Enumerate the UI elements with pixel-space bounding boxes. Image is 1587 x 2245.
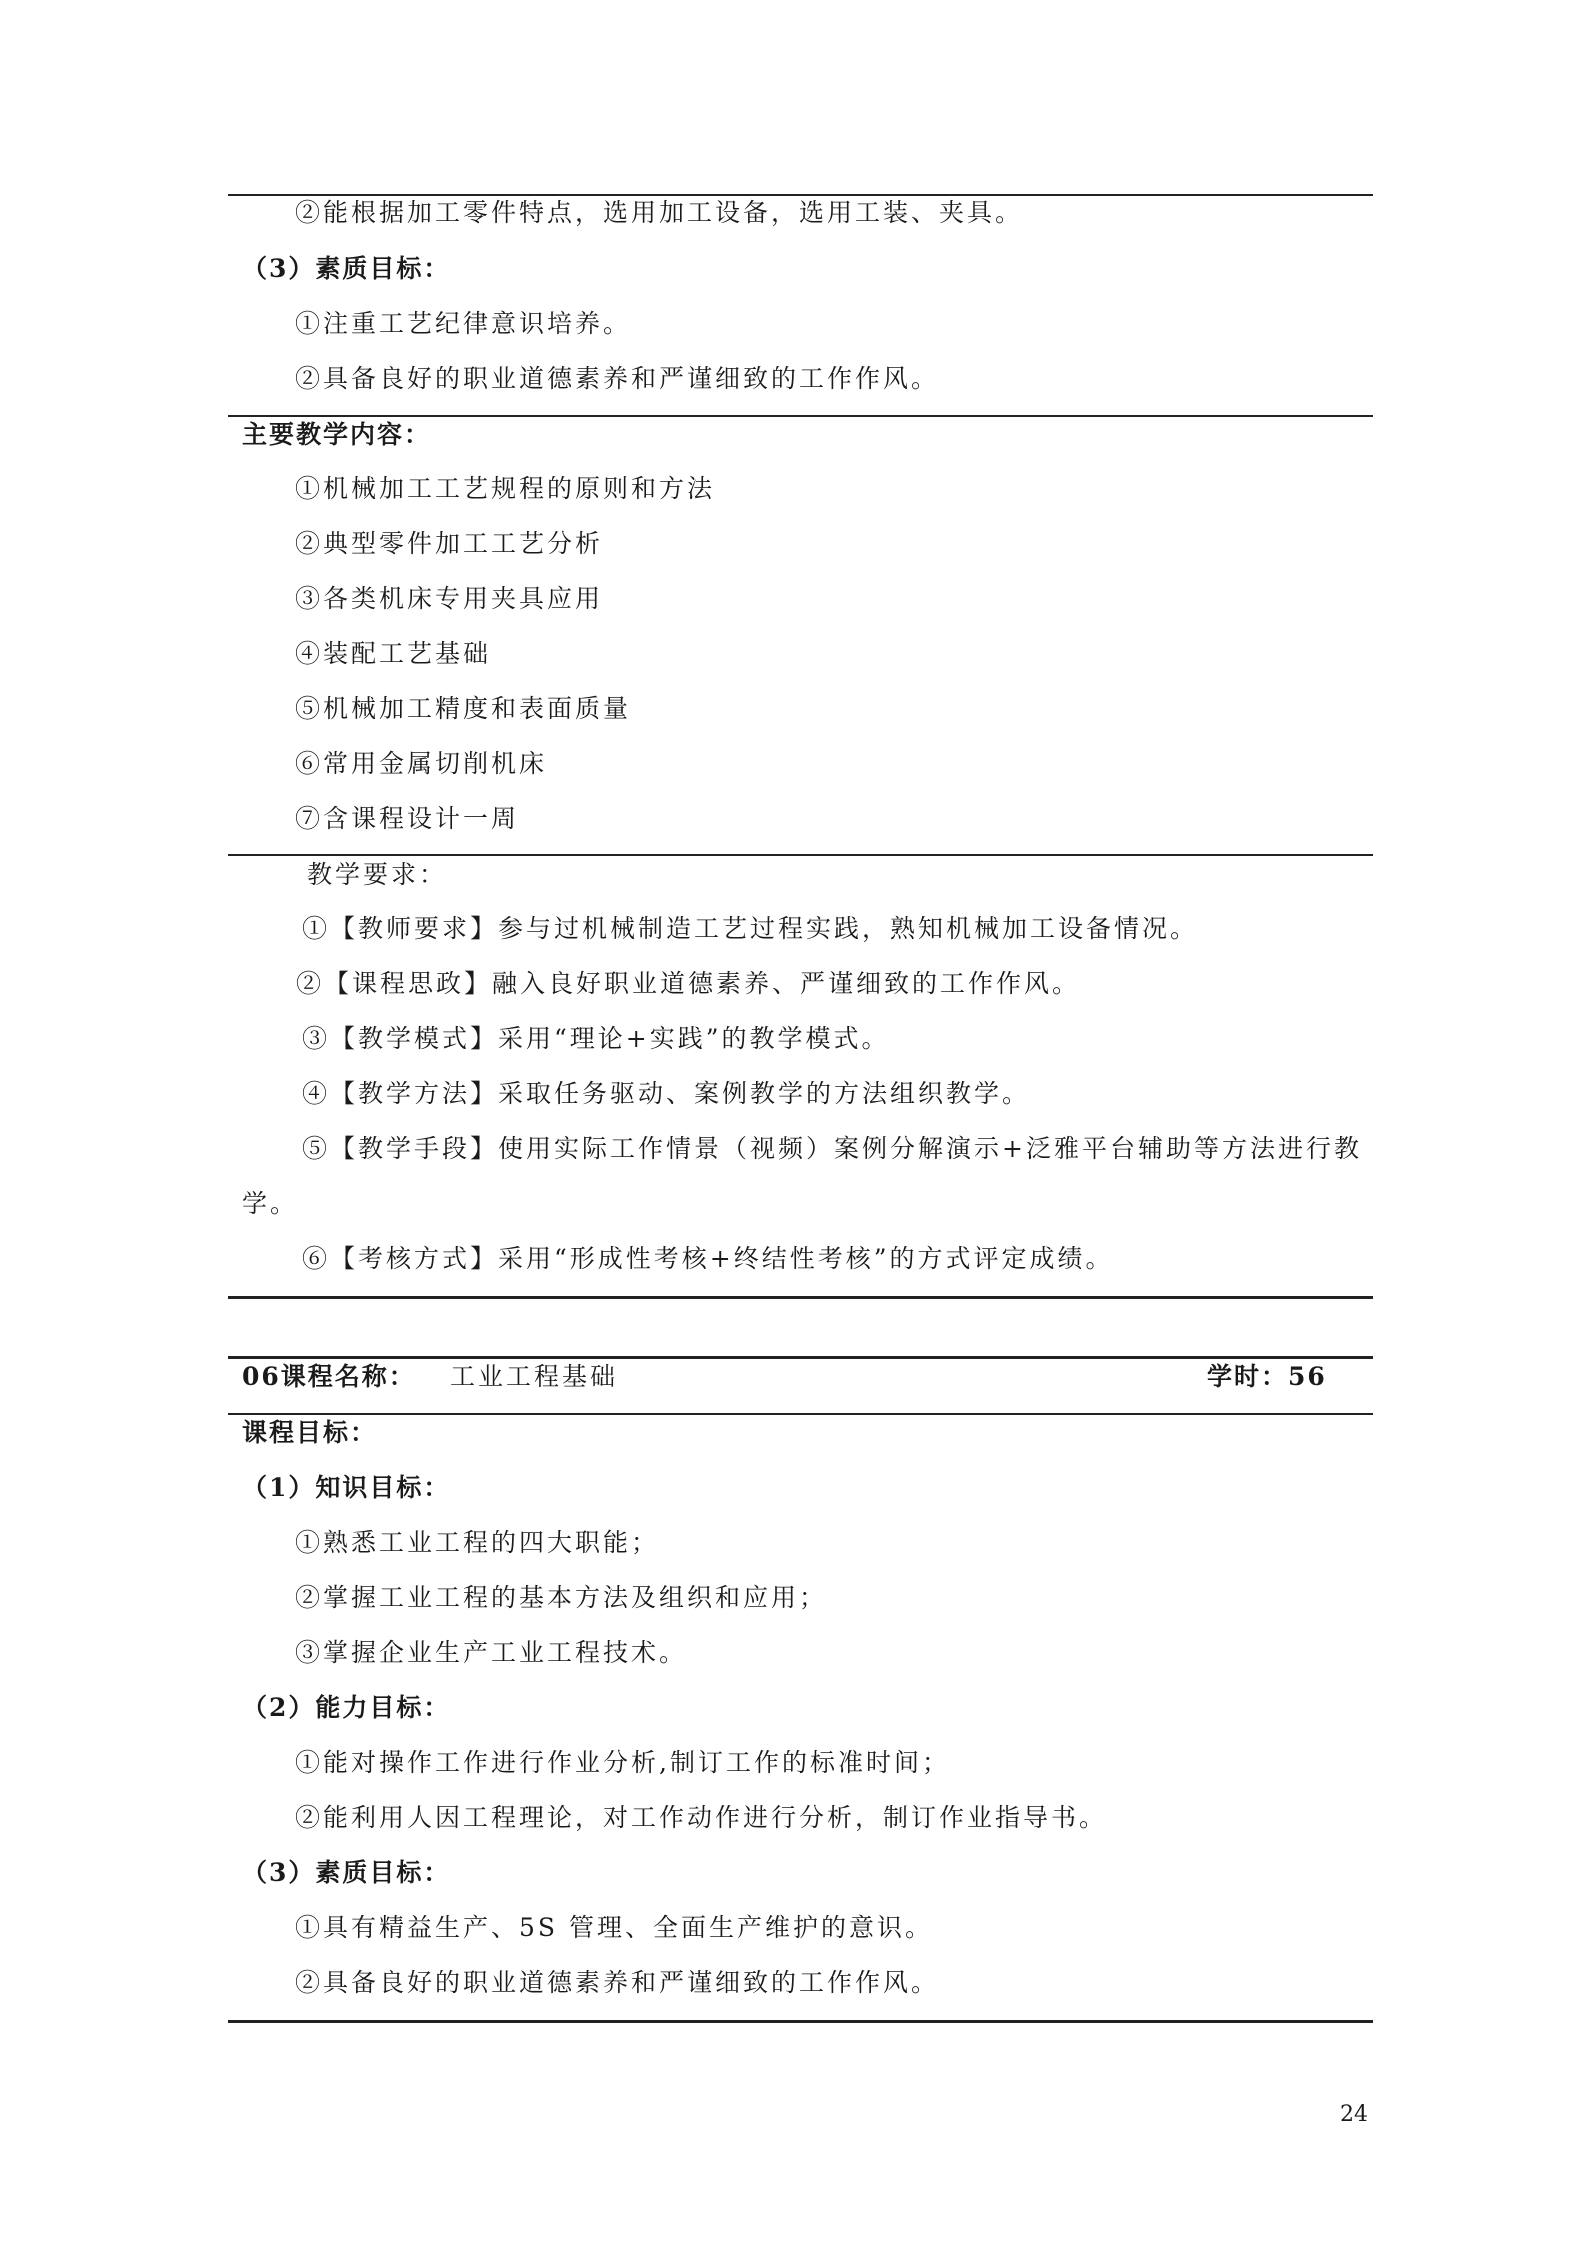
knowledge-heading: （1）知识目标：	[242, 1473, 451, 1502]
quality-item: ①注重工艺纪律意识培养。	[295, 309, 632, 338]
content-item: ⑦含课程设计一周	[295, 804, 520, 833]
course-hours: 学时：56	[1207, 1362, 1327, 1391]
section-end-rule	[228, 1296, 1373, 1299]
knowledge-item: ②掌握工业工程的基本方法及组织和应用；	[295, 1583, 828, 1612]
divider	[228, 1413, 1373, 1415]
content-item: ⑤机械加工精度和表面质量	[295, 694, 632, 723]
content-heading: 主要教学内容：	[242, 420, 432, 449]
quality-heading: （3）素质目标：	[242, 1858, 451, 1887]
quality-item: ②具备良好的职业道德素养和严谨细致的工作作风。	[295, 364, 940, 393]
page-number: 24	[1340, 2102, 1368, 2127]
ability-item: ②能利用人因工程理论，对工作动作进行分析，制订作业指导书。	[295, 1803, 1108, 1832]
requirement-item: ⑥【考核方式】采用“形成性考核+终结性考核”的方式评定成绩。	[302, 1244, 1114, 1273]
content-item: ④装配工艺基础	[295, 639, 492, 668]
requirement-item: ①【教师要求】参与过机械制造工艺过程实践，熟知机械加工设备情况。	[302, 914, 1199, 943]
course-bottom-rule	[228, 2020, 1373, 2023]
requirements-heading: 教学要求：	[307, 860, 448, 889]
requirement-item: ⑤【教学手段】使用实际工作情景（视频）案例分解演示+泛雅平台辅助等方法进行教	[302, 1134, 1362, 1163]
content-item: ②典型零件加工工艺分析	[295, 529, 604, 558]
knowledge-item: ①熟悉工业工程的四大职能；	[295, 1528, 660, 1557]
course-label: 06课程名称：	[242, 1362, 416, 1391]
ability-heading: （2）能力目标：	[242, 1693, 451, 1722]
course-top-rule	[228, 1356, 1373, 1359]
ability-item: ①能对操作工作进行作业分析,制订工作的标准时间；	[295, 1748, 950, 1777]
ability-item: ②能根据加工零件特点，选用加工设备，选用工装、夹具。	[295, 198, 1024, 227]
goal-heading: 课程目标：	[242, 1418, 378, 1447]
quality-heading: （3）素质目标：	[242, 254, 451, 283]
divider	[228, 854, 1373, 856]
requirement-item: ②【课程思政】融入良好职业道德素养、严谨细致的工作作风。	[296, 969, 1081, 998]
knowledge-item: ③掌握企业生产工业工程技术。	[295, 1638, 688, 1667]
requirement-item: ③【教学模式】采用“理论+实践”的教学模式。	[302, 1024, 890, 1053]
content-item: ⑥常用金属切削机床	[295, 749, 548, 778]
course-name: 工业工程基础	[450, 1362, 619, 1391]
content-item: ③各类机床专用夹具应用	[295, 584, 604, 613]
requirement-item: ④【教学方法】采取任务驱动、案例教学的方法组织教学。	[302, 1079, 1031, 1108]
requirement-item-wrap: 学。	[242, 1189, 299, 1218]
content-item: ①机械加工工艺规程的原则和方法	[295, 474, 716, 503]
quality-item: ②具备良好的职业道德素养和严谨细致的工作作风。	[295, 1968, 940, 1997]
quality-item: ①具有精益生产、5S 管理、全面生产维护的意识。	[295, 1913, 933, 1942]
divider	[228, 415, 1373, 417]
